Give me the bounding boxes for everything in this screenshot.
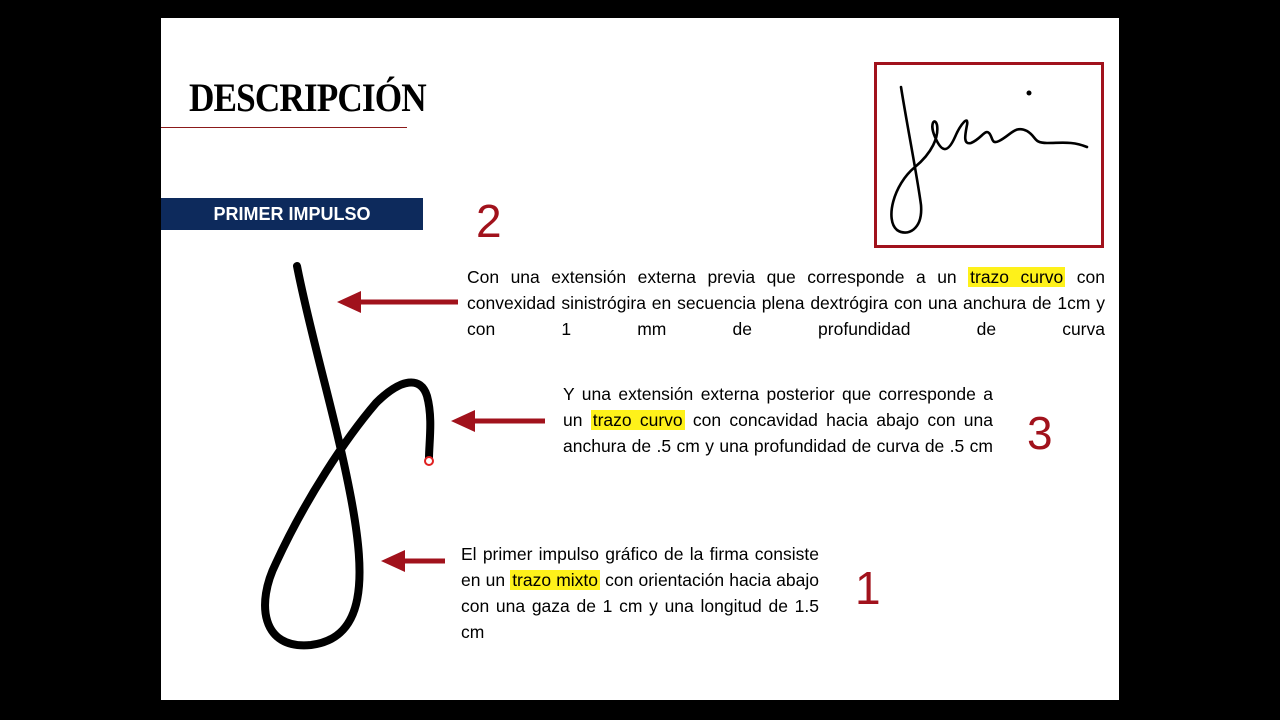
primer-impulso-stroke: [265, 266, 430, 645]
paragraph-3-text: Y una extensión externa posterior que corresponde a un: [563, 384, 993, 430]
paragraph-1-text: El primer impulso gráfico de la firma consiste en un: [461, 544, 819, 590]
section-label: PRIMER IMPULSO: [161, 198, 423, 230]
paragraph-3-text-cont: con concavidad hacia abajo con una anchura de .5 cm y una profundidad de curva de .5 cm: [563, 410, 993, 456]
number-3: 3: [1027, 407, 1053, 459]
number-2: 2: [476, 195, 502, 247]
paragraph-3-highlight: trazo curvo: [592, 410, 683, 430]
stroke-diagram: [161, 18, 1119, 700]
number-1: 1: [855, 562, 881, 614]
arrow-1: [381, 550, 445, 572]
slide: [161, 18, 1119, 700]
paragraph-1-highlight: trazo mixto: [512, 570, 599, 590]
pointer-dot: [425, 457, 433, 465]
paragraph-2-text: Con una extensión externa previa que corresponde a un: [467, 267, 957, 287]
paragraph-1-text-cont: con orientación hacia abajo con una gaza de 1 cm y una longitud de 1.5 cm: [461, 570, 819, 642]
paragraph-2-highlight: trazo curvo: [970, 267, 1064, 287]
arrow-3: [451, 410, 545, 432]
slide-title: DESCRIPCIÓN: [189, 75, 426, 120]
arrow-2: [337, 291, 458, 313]
paragraph-2-text-cont: con convexidad sinistrógira en secuencia plena dextrógira con una anchura de 1cm y con 1 mm de profundidad de curva: [467, 267, 1105, 339]
